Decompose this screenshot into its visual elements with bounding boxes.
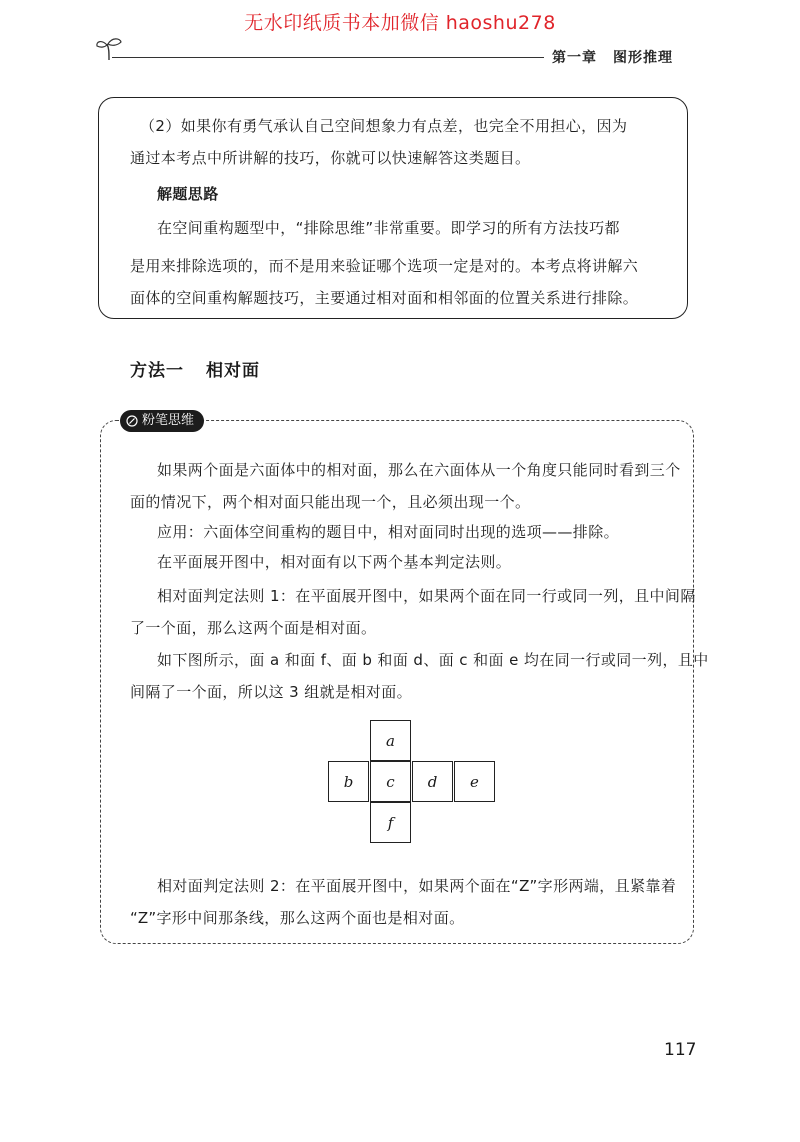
chalk-para-1b: 面的情况下，两个相对面只能出现一个，且必须出现一个。 bbox=[130, 493, 531, 511]
chalk-para-4b: 了一个面，那么这两个面是相对面。 bbox=[130, 619, 377, 637]
net-face-c: c bbox=[370, 761, 411, 802]
header-rule bbox=[112, 57, 544, 58]
chalk-para-1a: 如果两个面是六面体中的相对面，那么在六面体从一个角度只能同时看到三个 bbox=[157, 461, 681, 479]
net-face-f: f bbox=[370, 802, 411, 843]
net-face-b: b bbox=[328, 761, 369, 802]
intro-heading: 解题思路 bbox=[157, 185, 219, 203]
intro-body-2: 是用来排除选项的，而不是用来验证哪个选项一定是对的。本考点将讲解六 bbox=[130, 257, 639, 275]
chalk-thinking-tag bbox=[120, 410, 204, 432]
intro-line-2: 通过本考点中所讲解的技巧，你就可以快速解答这类题目。 bbox=[130, 149, 531, 167]
intro-body-3: 面体的空间重构解题技巧，主要通过相对面和相邻面的位置关系进行排除。 bbox=[130, 289, 639, 307]
section-number: 方法一 bbox=[130, 361, 184, 381]
net-face-e: e bbox=[454, 761, 495, 802]
page-number: 117 bbox=[664, 1040, 697, 1060]
chalk-para-3: 在平面展开图中，相对面有以下两个基本判定法则。 bbox=[157, 553, 512, 571]
chapter-heading bbox=[552, 47, 673, 67]
section-title bbox=[130, 356, 260, 381]
intro-line-1: （2）如果你有勇气承认自己空间想象力有点差，也完全不用担心，因为 bbox=[140, 117, 628, 135]
net-face-a: a bbox=[370, 720, 411, 761]
chapter-title: 图形推理 bbox=[613, 50, 673, 66]
chalk-para-6a: 相对面判定法则 2：在平面展开图中，如果两个面在“Z”字形两端，且紧靠着 bbox=[157, 877, 677, 895]
chalk-thinking-label: 粉笔思维 bbox=[142, 413, 195, 428]
net-face-d: d bbox=[412, 761, 453, 802]
chalk-para-5b: 间隔了一个面，所以这 3 组就是相对面。 bbox=[130, 683, 413, 701]
pencil-icon bbox=[126, 415, 138, 427]
intro-body-1: 在空间重构题型中，“排除思维”非常重要。即学习的所有方法技巧都 bbox=[157, 219, 620, 237]
sprout-icon bbox=[95, 36, 123, 62]
watermark-text: 无水印纸质书本加微信 haoshu278 bbox=[244, 12, 556, 34]
chalk-para-5a: 如下图所示，面 a 和面 f、面 b 和面 d、面 c 和面 e 均在同一行或同一列，且中 bbox=[157, 651, 709, 669]
chalk-para-6b: “Z”字形中间那条线，那么这两个面也是相对面。 bbox=[130, 909, 465, 927]
chalk-para-2: 应用：六面体空间重构的题目中，相对面同时出现的选项——排除。 bbox=[157, 523, 620, 541]
section-name: 相对面 bbox=[206, 361, 260, 381]
chalk-para-4a: 相对面判定法则 1：在平面展开图中，如果两个面在同一行或同一列，且中间隔 bbox=[157, 587, 696, 605]
cube-net-diagram bbox=[328, 720, 496, 846]
chapter-number: 第一章 bbox=[552, 50, 597, 66]
